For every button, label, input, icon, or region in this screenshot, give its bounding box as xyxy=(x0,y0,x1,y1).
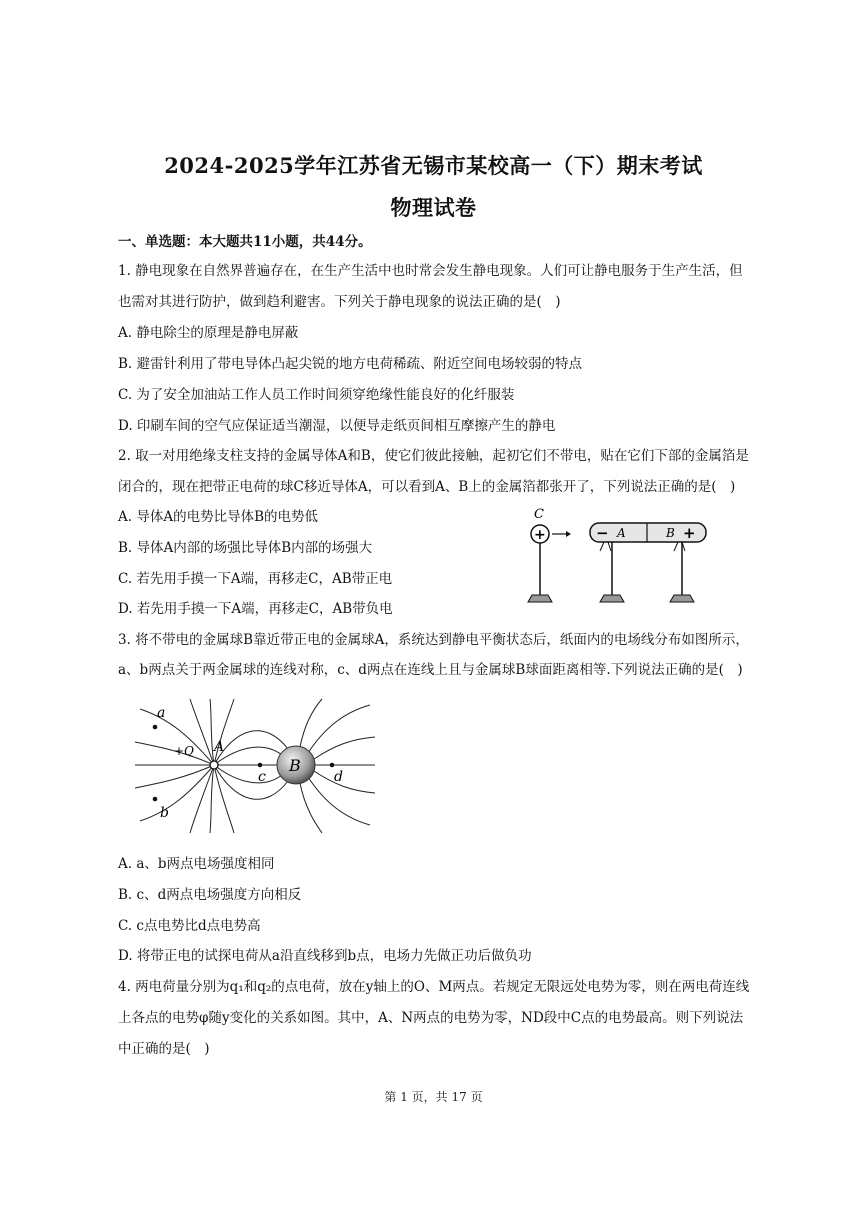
field-line xyxy=(300,783,322,833)
q3-stem-line1: 3. 将不带电的金属球B靠近带正电的金属球A，系统达到静电平衡状态后，纸面内的电场线分布如图所示， xyxy=(118,632,749,648)
q2-ball-plus-sign: + xyxy=(534,527,546,543)
q2-label-b: B xyxy=(666,526,675,540)
foil-b xyxy=(674,542,685,551)
ball-stand-base xyxy=(528,595,552,602)
q3-label-b: b xyxy=(160,805,169,821)
q2-label-c: C xyxy=(534,507,544,522)
point-c xyxy=(258,763,263,768)
exam-subtitle: 物理试卷 xyxy=(390,195,477,220)
point-a xyxy=(153,725,158,730)
approach-arrowhead xyxy=(566,531,571,537)
field-line xyxy=(300,699,322,747)
q2-option-c: C. 若先用手摸一下A端，再移走C，AB带正电 xyxy=(118,571,393,587)
section-heading: 一、单选题：本大题共11小题，共44分。 xyxy=(118,234,372,250)
foil-a xyxy=(600,542,611,551)
q3-stem-line2: a、b两点关于两金属球的连线对称，c、d两点在连线上且与金属球B球面距离相等.下列说法正确的是( ) xyxy=(118,662,743,678)
q3-label-q: +Q xyxy=(174,744,194,758)
q2-stem-line1: 2. 取一对用绝缘支柱支持的金属导体A和B，使它们彼此接触，起初它们不带电，贴在它们下部的金属箔是 xyxy=(118,448,749,464)
q1-option-c: C. 为了安全加油站工作人员工作时间须穿绝缘性能良好的化纤服装 xyxy=(118,387,515,403)
q3-label-c: c xyxy=(258,769,266,785)
page-footer: 第 1 页，共 17 页 xyxy=(384,1090,483,1104)
field-line xyxy=(314,737,375,759)
q3-option-b: B. c、d两点电场强度方向相反 xyxy=(118,887,302,903)
q2-conductor-minus-sign: − xyxy=(596,524,609,542)
q1-option-b: B. 避雷针利用了带电导体凸起尖锐的地方电荷稀疏、附近空间电场较弱的特点 xyxy=(118,356,583,372)
q4-stem-line2: 上各点的电势φ随y变化的关系如图。其中，A、N两点的电势为零，ND段中C点的电势最高。则下列说法 xyxy=(118,1010,744,1026)
q3-label-sphere-a: A xyxy=(214,739,225,755)
q4-stem-line1: 4. 两电荷量分别为q₁和q₂的点电荷，放在y轴上的O、M两点。若规定无限远处电势为零，则在两电荷连线 xyxy=(118,979,750,995)
q3-option-c: C. c点电势比d点电势高 xyxy=(118,918,261,934)
q3-option-a: A. a、b两点电场强度相同 xyxy=(118,856,275,872)
field-line xyxy=(314,771,375,793)
metal-sphere-a xyxy=(210,761,218,769)
q3-label-a: a xyxy=(157,705,166,721)
q1-stem-line1: 1. 静电现象在自然界普遍存在，在生产生活中也时常会发生静电现象。人们可让静电服务于生产生活，但 xyxy=(118,263,743,279)
q2-option-b: B. 导体A内部的场强比导体B内部的场强大 xyxy=(118,540,373,556)
q1-option-a: A. 静电除尘的原理是静电屏蔽 xyxy=(118,325,299,341)
q4-stem-line3: 中正确的是( ) xyxy=(118,1041,210,1057)
q1-stem-line2: 也需对其进行防护，做到趋利避害。下列关于静电现象的说法正确的是( ) xyxy=(118,294,561,310)
stand-a-base xyxy=(600,595,624,602)
q3-field-line-figure xyxy=(130,697,380,835)
stand-b-base xyxy=(670,595,694,602)
field-line xyxy=(140,765,214,821)
q2-stem-line2: 闭合的，现在把带正电荷的球C移近导体A，可以看到A、B上的金属箔都张开了，下列说法正确的是( ) xyxy=(118,479,736,495)
field-line xyxy=(214,699,234,765)
q3-option-d: D. 将带正电的试探电荷从a沿直线移到b点，电场力先做正功后做负功 xyxy=(118,948,532,964)
q2-conductor-plus-sign: + xyxy=(683,524,696,542)
field-line xyxy=(135,765,214,788)
q2-option-a: A. 导体A的电势比导体B的电势低 xyxy=(118,509,319,525)
point-b xyxy=(153,797,158,802)
q2-conductor-figure xyxy=(520,505,720,607)
q2-option-d: D. 若先用手摸一下A端，再移走C，AB带负电 xyxy=(118,601,393,617)
q1-option-d: D. 印刷车间的空气应保证适当潮湿，以便导走纸页间相互摩擦产生的静电 xyxy=(118,418,556,434)
q3-label-sphere-b: B xyxy=(289,756,301,775)
q2-label-a: A xyxy=(617,526,626,540)
exam-title: 2024-2025学年江苏省无锡市某校高一（下）期末考试 xyxy=(164,153,703,178)
field-line xyxy=(214,765,234,833)
q3-label-d: d xyxy=(334,769,343,785)
point-d xyxy=(330,763,335,768)
